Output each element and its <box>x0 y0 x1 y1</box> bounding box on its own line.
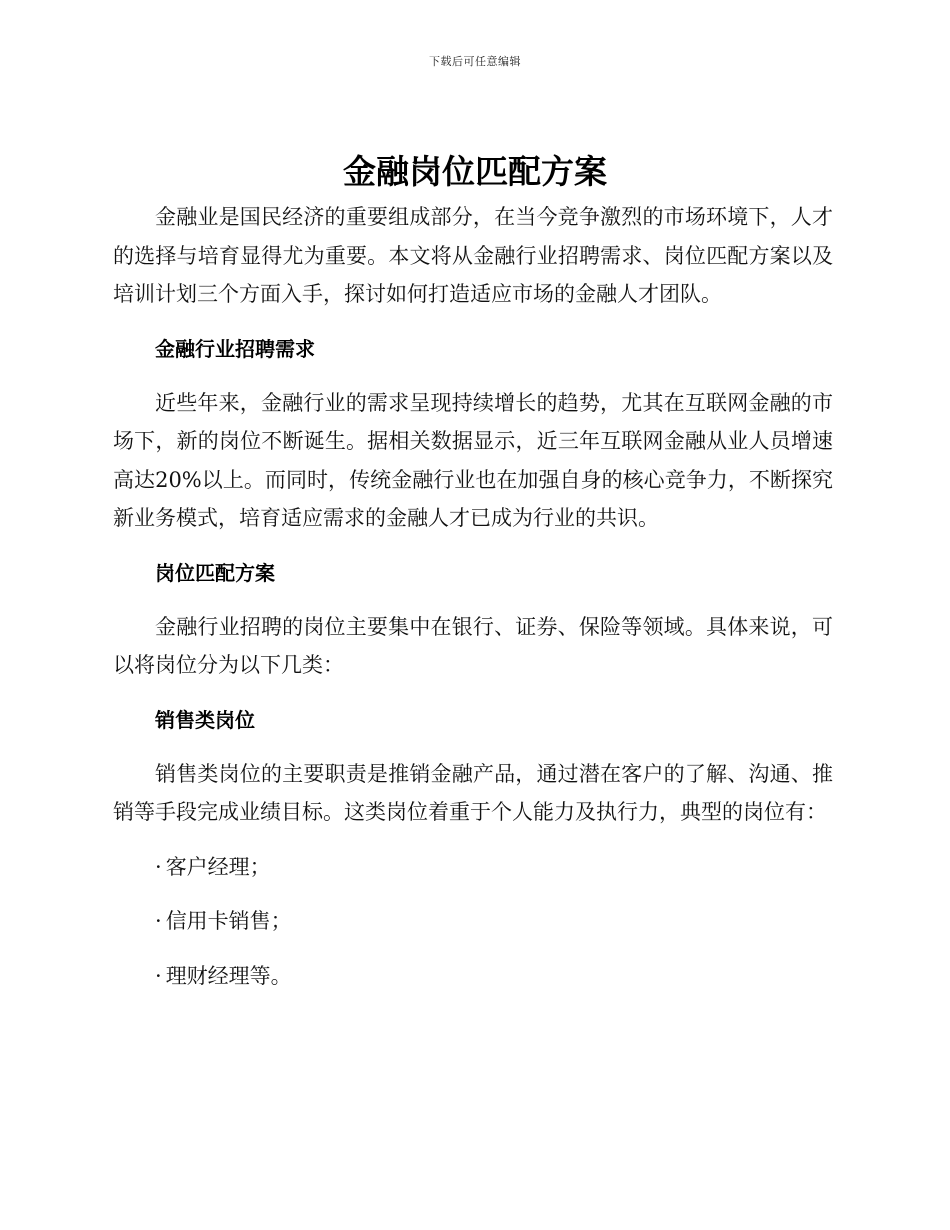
page-header: 下载后可任意编辑 <box>429 55 521 68</box>
list-item-text: 理财经理等。 <box>165 963 292 988</box>
list-item <box>113 848 833 887</box>
list-item-text: 客户经理； <box>165 854 271 879</box>
section-paragraph-recruitment-demand: 近些年来，金融行业的需求呈现持续增长的趋势，尤其在互联网金融的市场下，新的岗位不断诞生。据相关数据显示，近三年互联网金融从业人员增速高达20%以上。而同时，传统金融行业也在加强自身的核心竞争力，不断探究新业务模式，培育适应需求的金融人才已成为行业的共识。 <box>113 390 833 530</box>
sales-position-list <box>113 848 833 996</box>
section-heading-recruitment-demand: 金融行业招聘需求 <box>155 336 315 361</box>
list-item <box>113 902 833 941</box>
list-item <box>113 957 833 996</box>
document-body <box>113 198 833 995</box>
section-paragraph-position-matching: 金融行业招聘的岗位主要集中在银行、证券、保险等领域。具体来说，可以将岗位分为以下几类： <box>113 614 833 677</box>
list-item-text: 信用卡销售； <box>165 909 292 933</box>
section-heading-position-matching: 岗位匹配方案 <box>155 560 275 585</box>
bullet-dot-icon: · <box>155 854 162 879</box>
intro-paragraph: 金融业是国民经济的重要组成部分，在当今竞争激烈的市场环境下，人才的选择与培育显得尤为重要。本文将从金融行业招聘需求、岗位匹配方案以及培训计划三个方面入手，探讨如何打造适应市场的金融人才团队。 <box>113 205 833 306</box>
section-heading-sales-positions: 销售类岗位 <box>155 707 255 732</box>
section-paragraph-sales-positions: 销售类岗位的主要职责是推销金融产品，通过潜在客户的了解、沟通、推销等手段完成业绩目标。这类岗位着重于个人能力及执行力，典型的岗位有： <box>113 761 833 824</box>
document-title: 金融岗位匹配方案 <box>343 152 607 191</box>
bullet-dot-icon: · <box>155 963 162 988</box>
bullet-dot-icon: · <box>155 909 162 933</box>
